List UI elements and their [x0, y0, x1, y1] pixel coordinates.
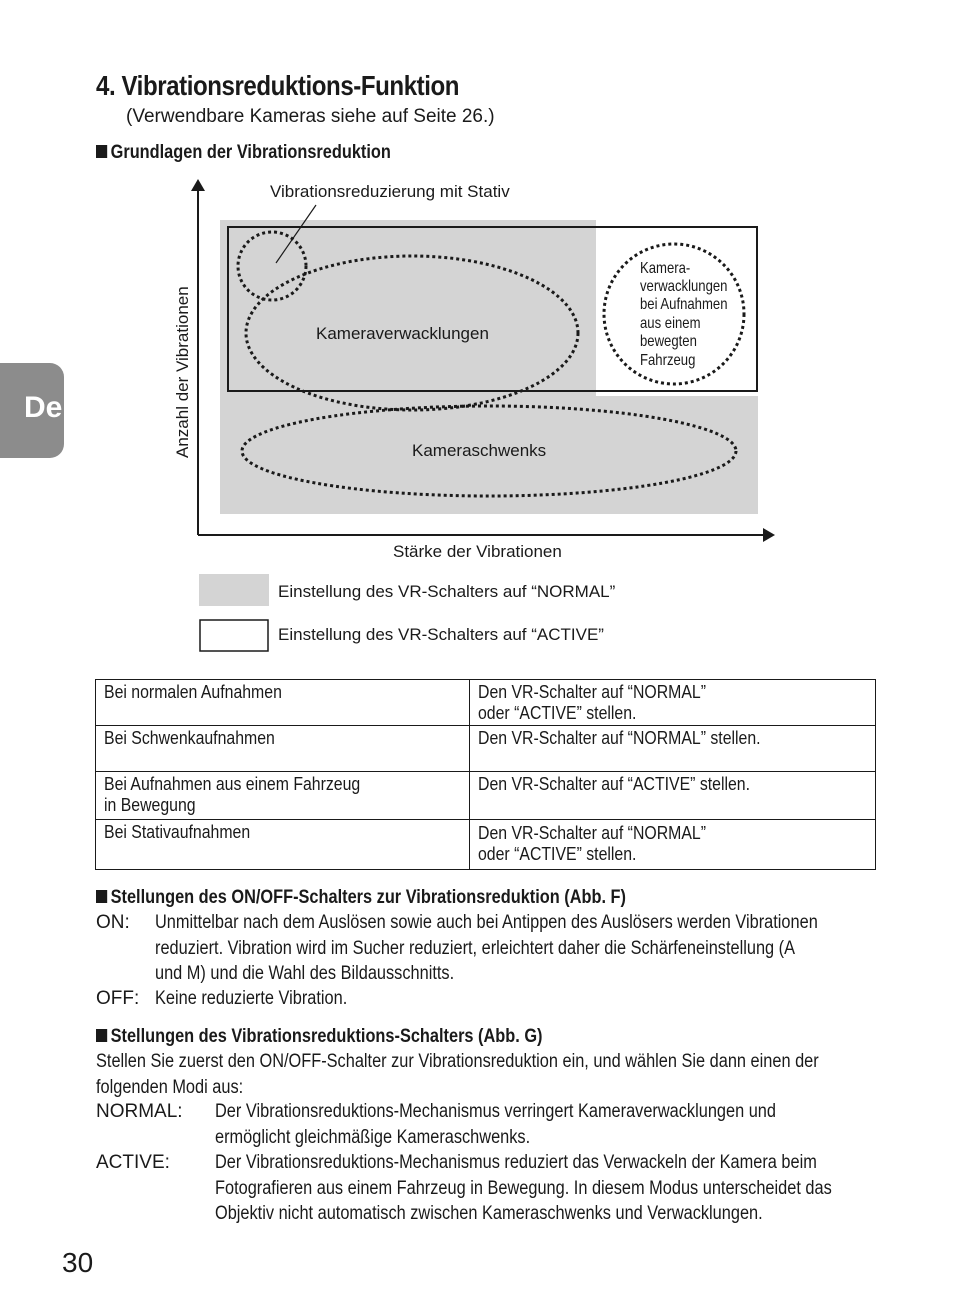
table-row [96, 680, 876, 726]
on-term: ON: [96, 912, 130, 933]
setting-text: Den VR-Schalter auf “NORMAL” oder “ACTIVE” stellen. [477, 682, 706, 723]
section-heading-onoff-text: Stellungen des ON/OFF-Schalters zur Vibrationsreduktion (Abb. F) [110, 887, 626, 908]
situation-text: Bei normalen Aufnahmen [104, 682, 282, 702]
legend-normal-label: Einstellung des VR-Schalters auf “NORMAL” [278, 582, 616, 601]
table-row [96, 726, 876, 772]
on-description-line: und M) und die Wahl des Bildausschnitts. [155, 963, 455, 984]
on-description [155, 910, 926, 987]
active-description-line: Fotografieren aus einem Fahrzeug in Bewegung. In diesem Modus unterscheidet das [215, 1177, 832, 1199]
page-title: 4. Vibrationsreduktions-Funktion [96, 70, 460, 101]
normal-description-line: ermöglicht gleichmäßige Kameraschwenks. [215, 1126, 531, 1148]
table-cell-setting [469, 772, 875, 820]
legend-active-swatch [200, 620, 268, 651]
y-axis-arrow-icon [191, 179, 205, 191]
legend-normal-swatch [199, 574, 269, 606]
active-description-line: Objektiv nicht automatisch zwischen Kameraschwenks und Verwacklungen. [215, 1203, 763, 1224]
x-axis-arrow-icon [763, 528, 775, 542]
y-axis-label: Anzahl der Vibrationen [173, 286, 192, 458]
normal-area-upper [220, 220, 596, 396]
section-heading-mode [96, 1026, 543, 1048]
table-row [96, 772, 876, 820]
off-description [155, 986, 379, 1012]
section-heading-onoff [96, 887, 626, 909]
table-cell-situation [96, 820, 470, 870]
vehicle-label-line: aus einem [640, 314, 701, 333]
active-description-line: Der Vibrationsreduktions-Mechanismus reduziert das Verwackeln der Kamera beim [215, 1152, 817, 1173]
table-cell-setting [469, 820, 875, 870]
table-cell-situation [96, 680, 470, 726]
on-description-line: Unmittelbar nach dem Auslösen sowie auch bei Antippen des Auslösers werden Vibrationen [155, 912, 818, 933]
mode-intro-line: folgenden Modi aus: [96, 1076, 244, 1098]
situation-text: Bei Schwenkaufnahmen [104, 728, 275, 748]
vehicle-label-line: Fahrzeug [640, 351, 696, 370]
legend-active-label: Einstellung des VR-Schalters auf “ACTIVE” [278, 625, 604, 644]
table-cell-situation [96, 772, 470, 820]
setting-text: Den VR-Schalter auf “ACTIVE” stellen. [477, 774, 750, 794]
x-axis-label: Stärke der Vibrationen [393, 542, 562, 561]
section-heading-mode-text: Stellungen des Vibrationsreduktions-Schalters (Abb. G) [110, 1026, 543, 1047]
table-cell-situation [96, 726, 470, 772]
normal-term: NORMAL: [96, 1101, 183, 1122]
page-number: 30 [62, 1247, 94, 1278]
active-term: ACTIVE: [96, 1152, 170, 1173]
vehicle-label-line: verwacklungen [640, 277, 728, 296]
square-bullet-icon [96, 1029, 107, 1042]
square-bullet-icon [96, 890, 107, 903]
table-cell-setting [469, 726, 875, 772]
setting-text: Den VR-Schalter auf “NORMAL” stellen. [477, 728, 761, 748]
off-description-text: Keine reduzierte Vibration. [155, 988, 348, 1009]
camera-pan-label: Kameraschwenks [412, 441, 547, 460]
vehicle-label-line: Kamera- [640, 259, 691, 278]
table-cell-setting [469, 680, 875, 726]
active-description [215, 1150, 932, 1227]
tripod-label: Vibrationsreduzierung mit Stativ [270, 182, 510, 201]
vehicle-label-line: bewegten [640, 332, 697, 351]
situation-text: Bei Stativaufnahmen [104, 822, 251, 842]
on-description-line: reduziert. Vibration wird im Sucher reduziert, erleichtert daher die Schärfeneinstellung (A [155, 937, 796, 959]
mode-intro [96, 1049, 936, 1100]
normal-description [215, 1099, 867, 1150]
setting-text: Den VR-Schalter auf “NORMAL” oder “ACTIVE” stellen. [477, 823, 706, 864]
vehicle-label-line: bei Aufnahmen [640, 295, 728, 314]
normal-description-line: Der Vibrationsreduktions-Mechanismus verringert Kameraverwacklungen und [215, 1101, 776, 1122]
language-tab-label: De [24, 391, 63, 424]
section-heading-basics-text: Grundlagen der Vibrationsreduktion [110, 142, 391, 163]
camera-shake-label: Kameraverwacklungen [316, 324, 489, 343]
table-row [96, 820, 876, 870]
vr-settings-table [95, 679, 876, 870]
situation-text: Bei Aufnahmen aus einem Fahrzeug in Bewegung [104, 774, 361, 815]
off-term: OFF: [96, 988, 140, 1009]
mode-intro-line: Stellen Sie zuerst den ON/OFF-Schalter zur Vibrationsreduktion ein, und wählen Sie dann einen der [96, 1051, 819, 1072]
page-subtitle: (Verwendbare Kameras siehe auf Seite 26.) [126, 106, 495, 127]
